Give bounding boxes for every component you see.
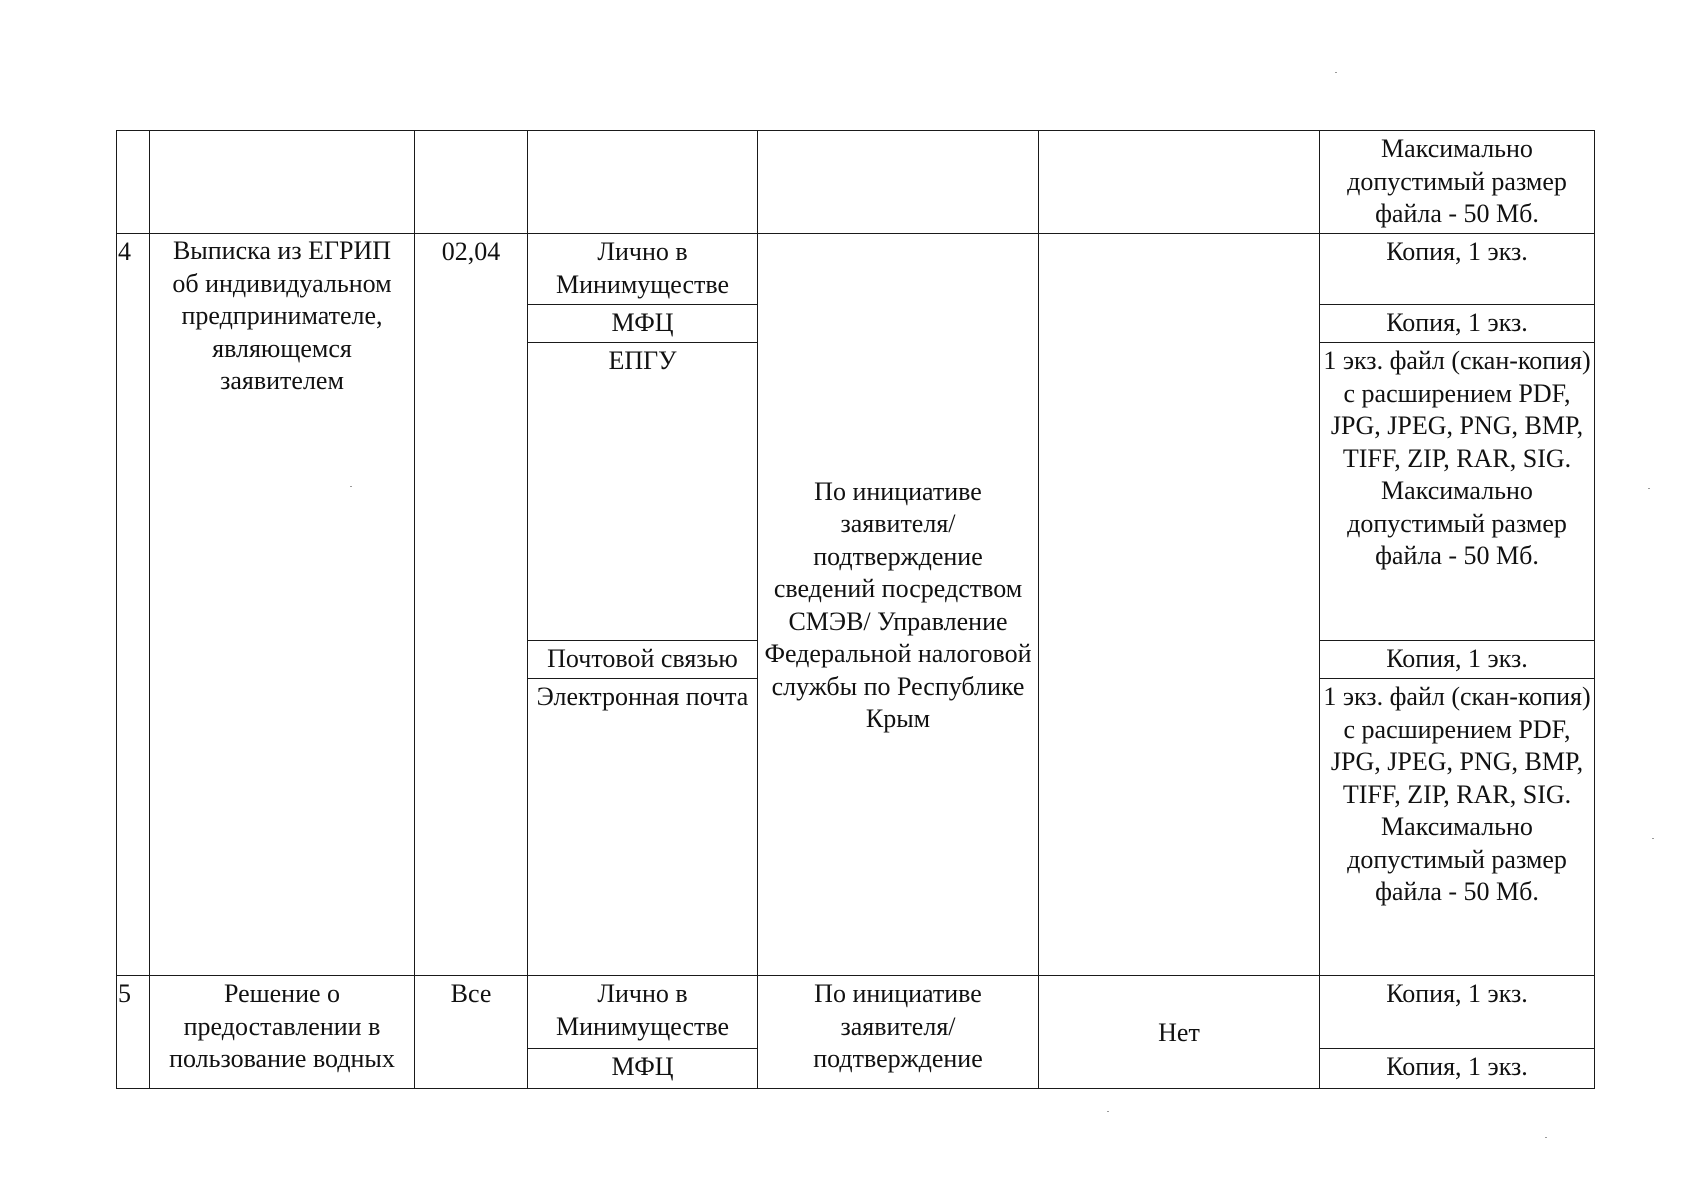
submission-method-cell: Электронная почта	[528, 679, 758, 976]
document-format-cell: Копия, 1 экз.	[1320, 1049, 1595, 1089]
row-number-cell: 5	[117, 976, 150, 1089]
code-cell: 02,04	[415, 234, 528, 976]
extra-cell	[1039, 234, 1320, 976]
table-row	[117, 234, 1595, 305]
document-format-cell: Копия, 1 экз.	[1320, 305, 1595, 343]
document-format-cell: 1 экз. файл (скан-копия) с расширением PDF, JPG, JPEG, PNG, BMP, TIFF, ZIP, RAR, SIG. Максимально допустимый размер файла - 50 Мб.	[1320, 679, 1595, 976]
document-name-cell: Решение о предоставлении в пользование водных	[150, 976, 415, 1089]
row-number-cell	[117, 131, 150, 234]
document-format-cell: Максимально допустимый размер файла - 50 Мб.	[1320, 131, 1595, 234]
submission-method-cell: Лично в Минимуществе	[528, 234, 758, 305]
submission-method-cell	[528, 131, 758, 234]
submission-method-cell: Лично в Минимуществе	[528, 976, 758, 1049]
code-cell: Все	[415, 976, 528, 1089]
extra-cell: Нет	[1039, 976, 1320, 1089]
document-name-cell: Выписка из ЕГРИП об индивидуальном предпринимателе, являющемся заявителем	[150, 234, 415, 976]
source-cell: По инициативе заявителя/ подтверждение сведений посредством СМЭВ/ Управление Федеральной налоговой службы по Республике Крым	[758, 234, 1039, 976]
table-row	[117, 976, 1595, 1049]
scan-speck	[1652, 838, 1654, 839]
scan-speck	[1545, 1137, 1547, 1138]
document-format-cell: Копия, 1 экз.	[1320, 234, 1595, 305]
submission-method-cell: МФЦ	[528, 305, 758, 343]
document-format-cell: Копия, 1 экз.	[1320, 976, 1595, 1049]
document-table	[116, 130, 1595, 1089]
source-cell	[758, 131, 1039, 234]
document-format-cell: Копия, 1 экз.	[1320, 641, 1595, 679]
code-cell	[415, 131, 528, 234]
document-format-cell: 1 экз. файл (скан-копия) с расширением PDF, JPG, JPEG, PNG, BMP, TIFF, ZIP, RAR, SIG. Максимально допустимый размер файла - 50 Мб.	[1320, 343, 1595, 641]
submission-method-cell: МФЦ	[528, 1049, 758, 1089]
row-number-cell: 4	[117, 234, 150, 976]
scan-speck	[1107, 1111, 1109, 1112]
document-name-cell	[150, 131, 415, 234]
scan-speck	[1648, 488, 1650, 489]
submission-method-cell: ЕПГУ	[528, 343, 758, 641]
table-row	[117, 131, 1595, 234]
source-cell: По инициативе заявителя/ подтверждение	[758, 976, 1039, 1089]
scan-speck	[1335, 72, 1337, 73]
scan-speck	[350, 486, 352, 487]
extra-cell	[1039, 131, 1320, 234]
submission-method-cell: Почтовой связью	[528, 641, 758, 679]
